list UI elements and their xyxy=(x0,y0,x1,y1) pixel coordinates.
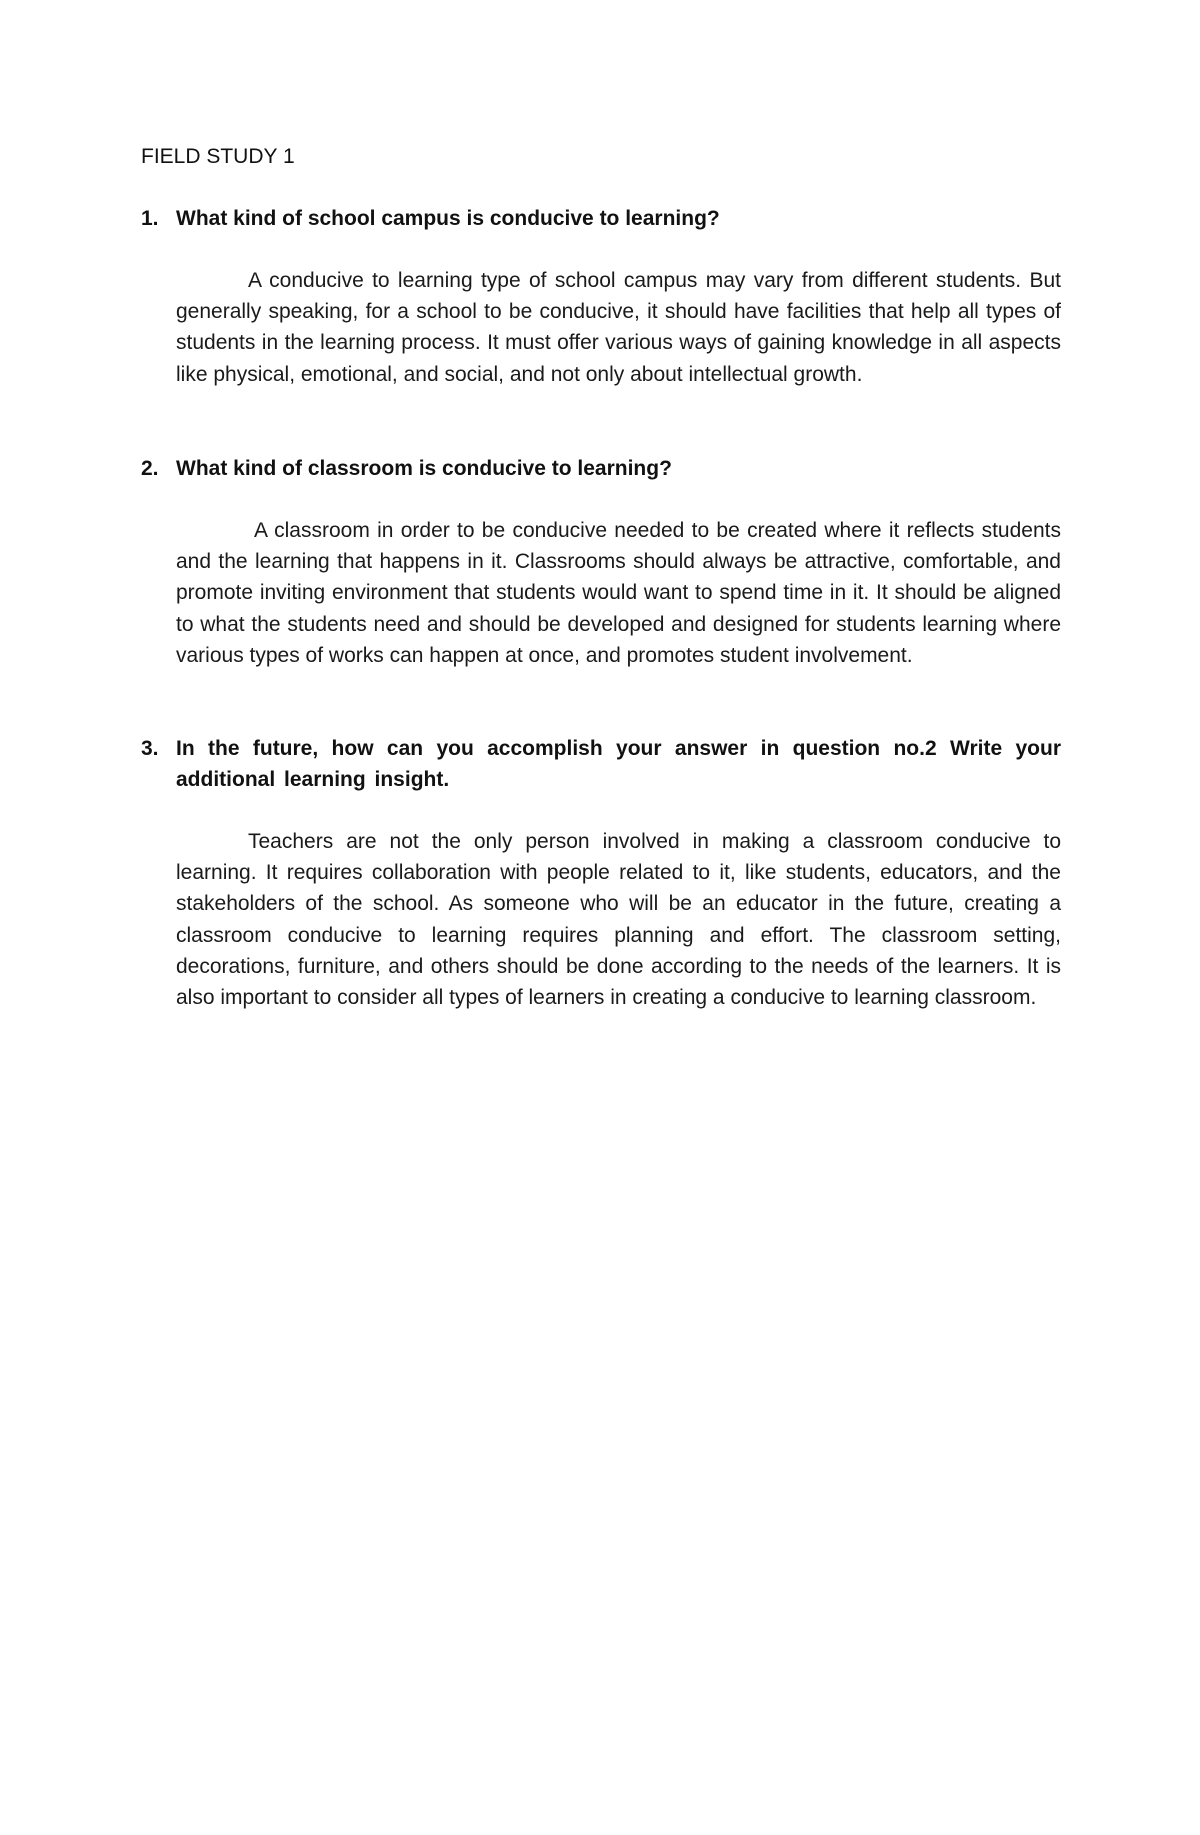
document-title: FIELD STUDY 1 xyxy=(141,145,295,168)
answer-2: A classroom in order to be conducive needed to be created where it reflects students and the learning that happens in it. Classrooms should always be attractive, comfortable, and promote inviting environment that students would want to spend time in it. It should be aligned to what the students need and should be developed and designed for students learning where various types of works can happen at once, and promotes student involvement. xyxy=(176,519,1061,667)
question-text: What kind of school campus is conducive to learning? xyxy=(176,207,720,230)
answer-1: A conducive to learning type of school campus may vary from different students. But generally speaking, for a school to be conducive, it should have facilities that help all types of students in the learning process. It must offer various ways of gaining knowledge in all aspects like physical, emotional, and social, and not only about intellectual growth. xyxy=(176,269,1061,386)
question-text: In the future, how can you accomplish your answer in question no.2 Write your additional learning insight. xyxy=(176,737,1061,791)
question-number: 1. xyxy=(141,207,159,230)
question-1 xyxy=(141,203,1061,234)
question-number: 3. xyxy=(141,737,159,760)
answer-3: Teachers are not the only person involved in making a classroom conducive to learning. It requires collaboration with people related to it, like students, educators, and the stakeholders of the school. As someone who will be an educator in the future, creating a classroom conducive to learning requires planning and effort. The classroom setting, decorations, furniture, and others should be done according to the needs of the learners. It is also important to consider all types of learners in creating a conducive to learning classroom. xyxy=(176,830,1061,1010)
question-number: 2. xyxy=(141,457,159,480)
question-2 xyxy=(141,453,1061,484)
question-3 xyxy=(141,733,1061,795)
question-text: What kind of classroom is conducive to learning? xyxy=(176,457,672,480)
